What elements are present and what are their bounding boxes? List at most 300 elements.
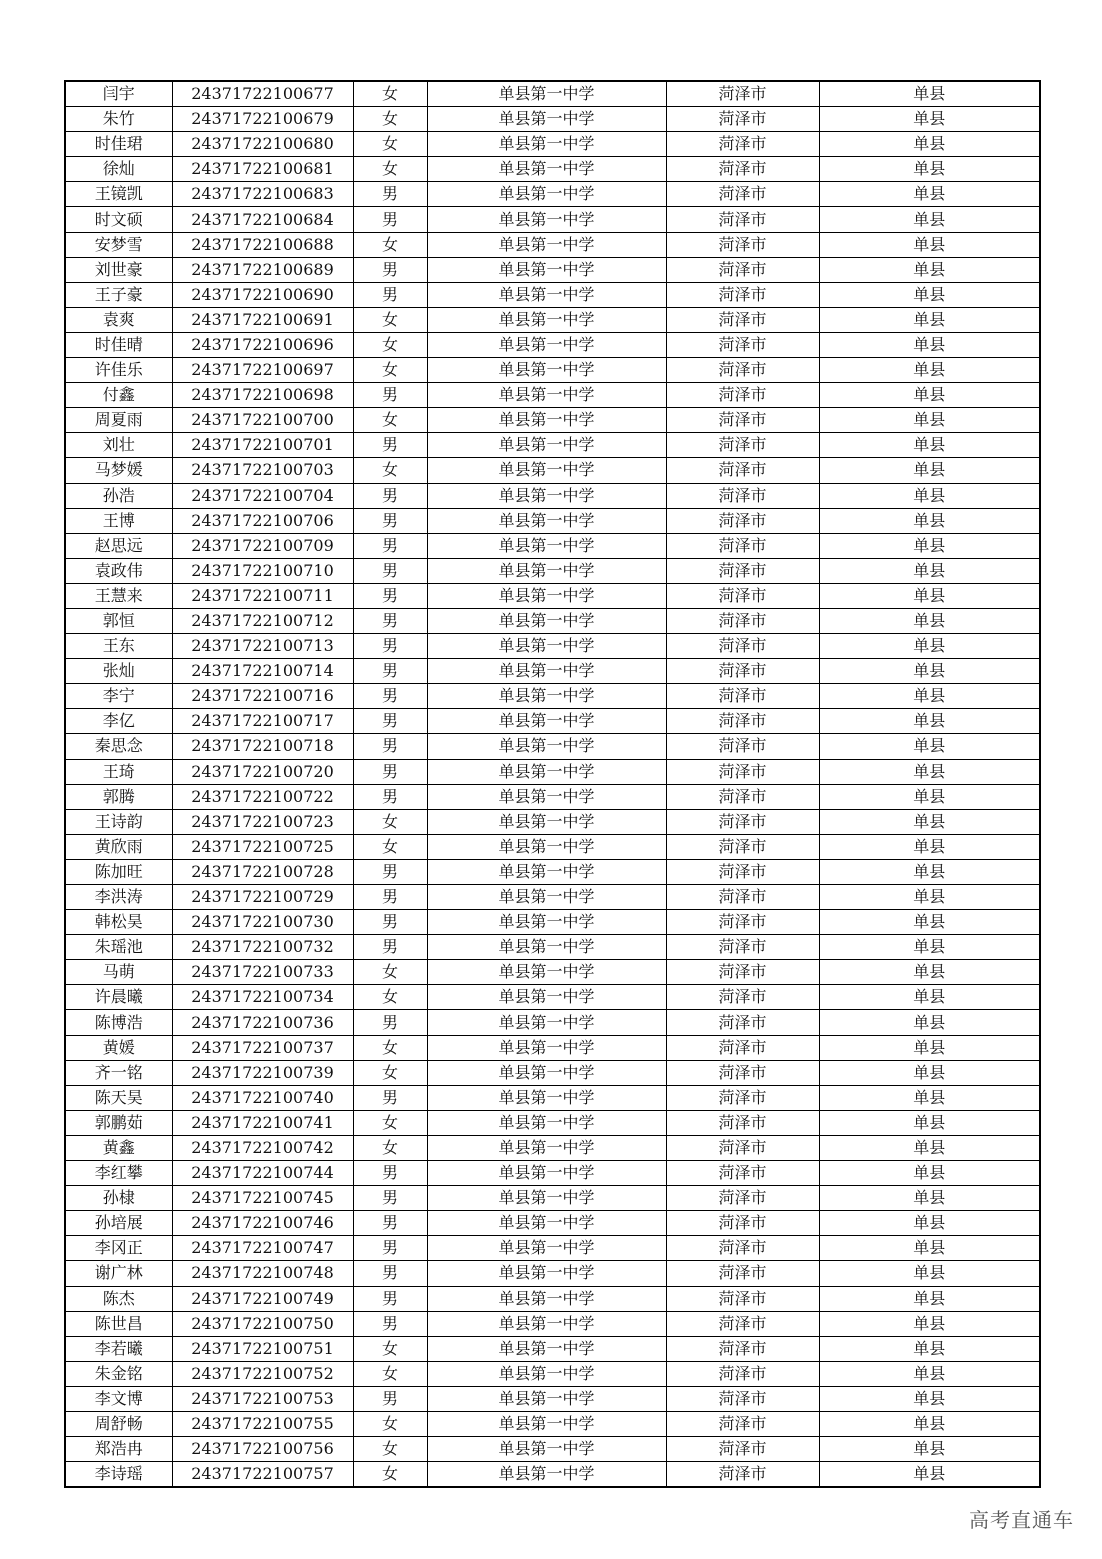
exam-id-cell: 24371722100745 bbox=[172, 1186, 353, 1211]
school-cell: 单县第一中学 bbox=[427, 483, 666, 508]
exam-id-cell: 24371722100755 bbox=[172, 1411, 353, 1436]
name-cell: 赵思远 bbox=[65, 533, 172, 558]
county-cell: 单县 bbox=[819, 910, 1040, 935]
school-cell: 单县第一中学 bbox=[427, 910, 666, 935]
gender-cell: 男 bbox=[353, 935, 427, 960]
city-cell: 菏泽市 bbox=[666, 684, 819, 709]
exam-id-cell: 24371722100728 bbox=[172, 859, 353, 884]
exam-id-cell: 24371722100730 bbox=[172, 910, 353, 935]
school-cell: 单县第一中学 bbox=[427, 282, 666, 307]
name-cell: 陈天昊 bbox=[65, 1085, 172, 1110]
name-cell: 时文硕 bbox=[65, 207, 172, 232]
exam-id-cell: 24371722100734 bbox=[172, 985, 353, 1010]
table-row bbox=[65, 307, 1040, 332]
county-cell: 单县 bbox=[819, 182, 1040, 207]
county-cell: 单县 bbox=[819, 458, 1040, 483]
city-cell: 菏泽市 bbox=[666, 1361, 819, 1386]
exam-id-cell: 24371722100732 bbox=[172, 935, 353, 960]
name-cell: 李宁 bbox=[65, 684, 172, 709]
table-row bbox=[65, 157, 1040, 182]
name-cell: 郑浩冉 bbox=[65, 1437, 172, 1462]
name-cell: 徐灿 bbox=[65, 157, 172, 182]
school-cell: 单县第一中学 bbox=[427, 759, 666, 784]
gender-cell: 女 bbox=[353, 985, 427, 1010]
county-cell: 单县 bbox=[819, 282, 1040, 307]
table-row bbox=[65, 1010, 1040, 1035]
exam-id-cell: 24371722100709 bbox=[172, 533, 353, 558]
school-cell: 单县第一中学 bbox=[427, 859, 666, 884]
table-row bbox=[65, 985, 1040, 1010]
exam-id-cell: 24371722100689 bbox=[172, 257, 353, 282]
student-roster-table bbox=[64, 80, 1041, 1488]
exam-id-cell: 24371722100713 bbox=[172, 634, 353, 659]
name-cell: 王博 bbox=[65, 508, 172, 533]
city-cell: 菏泽市 bbox=[666, 81, 819, 107]
city-cell: 菏泽市 bbox=[666, 608, 819, 633]
county-cell: 单县 bbox=[819, 583, 1040, 608]
table-row bbox=[65, 583, 1040, 608]
school-cell: 单县第一中学 bbox=[427, 1336, 666, 1361]
exam-id-cell: 24371722100712 bbox=[172, 608, 353, 633]
city-cell: 菏泽市 bbox=[666, 433, 819, 458]
school-cell: 单县第一中学 bbox=[427, 885, 666, 910]
exam-id-cell: 24371722100733 bbox=[172, 960, 353, 985]
table-row bbox=[65, 734, 1040, 759]
city-cell: 菏泽市 bbox=[666, 558, 819, 583]
name-cell: 黄欣雨 bbox=[65, 834, 172, 859]
county-cell: 单县 bbox=[819, 759, 1040, 784]
school-cell: 单县第一中学 bbox=[427, 784, 666, 809]
school-cell: 单县第一中学 bbox=[427, 935, 666, 960]
name-cell: 马萌 bbox=[65, 960, 172, 985]
county-cell: 单县 bbox=[819, 157, 1040, 182]
school-cell: 单县第一中学 bbox=[427, 659, 666, 684]
exam-id-cell: 24371722100690 bbox=[172, 282, 353, 307]
table-row bbox=[65, 257, 1040, 282]
table-row bbox=[65, 759, 1040, 784]
exam-id-cell: 24371722100722 bbox=[172, 784, 353, 809]
name-cell: 时佳珺 bbox=[65, 132, 172, 157]
county-cell: 单县 bbox=[819, 533, 1040, 558]
name-cell: 黄媛 bbox=[65, 1035, 172, 1060]
city-cell: 菏泽市 bbox=[666, 985, 819, 1010]
table-row bbox=[65, 1161, 1040, 1186]
school-cell: 单县第一中学 bbox=[427, 257, 666, 282]
county-cell: 单县 bbox=[819, 383, 1040, 408]
school-cell: 单县第一中学 bbox=[427, 1236, 666, 1261]
gender-cell: 男 bbox=[353, 483, 427, 508]
gender-cell: 男 bbox=[353, 433, 427, 458]
county-cell: 单县 bbox=[819, 634, 1040, 659]
exam-id-cell: 24371722100744 bbox=[172, 1161, 353, 1186]
school-cell: 单县第一中学 bbox=[427, 1311, 666, 1336]
table-row bbox=[65, 282, 1040, 307]
name-cell: 李洪涛 bbox=[65, 885, 172, 910]
county-cell: 单县 bbox=[819, 1110, 1040, 1135]
table-row bbox=[65, 834, 1040, 859]
city-cell: 菏泽市 bbox=[666, 583, 819, 608]
name-cell: 王东 bbox=[65, 634, 172, 659]
table-row bbox=[65, 358, 1040, 383]
school-cell: 单县第一中学 bbox=[427, 634, 666, 659]
county-cell: 单县 bbox=[819, 358, 1040, 383]
name-cell: 陈世昌 bbox=[65, 1311, 172, 1336]
school-cell: 单县第一中学 bbox=[427, 81, 666, 107]
county-cell: 单县 bbox=[819, 1411, 1040, 1436]
school-cell: 单县第一中学 bbox=[427, 358, 666, 383]
county-cell: 单县 bbox=[819, 659, 1040, 684]
city-cell: 菏泽市 bbox=[666, 709, 819, 734]
gender-cell: 女 bbox=[353, 81, 427, 107]
gender-cell: 女 bbox=[353, 1135, 427, 1160]
city-cell: 菏泽市 bbox=[666, 834, 819, 859]
gender-cell: 女 bbox=[353, 232, 427, 257]
city-cell: 菏泽市 bbox=[666, 358, 819, 383]
table-row bbox=[65, 1035, 1040, 1060]
exam-id-cell: 24371722100711 bbox=[172, 583, 353, 608]
school-cell: 单县第一中学 bbox=[427, 1110, 666, 1135]
school-cell: 单县第一中学 bbox=[427, 207, 666, 232]
school-cell: 单县第一中学 bbox=[427, 985, 666, 1010]
school-cell: 单县第一中学 bbox=[427, 834, 666, 859]
name-cell: 李红攀 bbox=[65, 1161, 172, 1186]
table-row bbox=[65, 1135, 1040, 1160]
school-cell: 单县第一中学 bbox=[427, 1161, 666, 1186]
exam-id-cell: 24371722100737 bbox=[172, 1035, 353, 1060]
gender-cell: 女 bbox=[353, 1462, 427, 1488]
table-row bbox=[65, 1386, 1040, 1411]
name-cell: 孙棣 bbox=[65, 1186, 172, 1211]
school-cell: 单县第一中学 bbox=[427, 1211, 666, 1236]
county-cell: 单县 bbox=[819, 1462, 1040, 1488]
gender-cell: 男 bbox=[353, 533, 427, 558]
school-cell: 单县第一中学 bbox=[427, 1186, 666, 1211]
table-row bbox=[65, 1411, 1040, 1436]
table-row bbox=[65, 433, 1040, 458]
county-cell: 单县 bbox=[819, 107, 1040, 132]
school-cell: 单县第一中学 bbox=[427, 1286, 666, 1311]
county-cell: 单县 bbox=[819, 885, 1040, 910]
table-row bbox=[65, 483, 1040, 508]
city-cell: 菏泽市 bbox=[666, 107, 819, 132]
table-row bbox=[65, 508, 1040, 533]
county-cell: 单县 bbox=[819, 132, 1040, 157]
city-cell: 菏泽市 bbox=[666, 508, 819, 533]
gender-cell: 女 bbox=[353, 834, 427, 859]
name-cell: 周舒畅 bbox=[65, 1411, 172, 1436]
name-cell: 闫宇 bbox=[65, 81, 172, 107]
city-cell: 菏泽市 bbox=[666, 1311, 819, 1336]
county-cell: 单县 bbox=[819, 985, 1040, 1010]
name-cell: 刘壮 bbox=[65, 433, 172, 458]
table-row bbox=[65, 784, 1040, 809]
city-cell: 菏泽市 bbox=[666, 332, 819, 357]
city-cell: 菏泽市 bbox=[666, 383, 819, 408]
city-cell: 菏泽市 bbox=[666, 910, 819, 935]
table-row bbox=[65, 332, 1040, 357]
name-cell: 袁爽 bbox=[65, 307, 172, 332]
gender-cell: 女 bbox=[353, 157, 427, 182]
city-cell: 菏泽市 bbox=[666, 1085, 819, 1110]
gender-cell: 男 bbox=[353, 885, 427, 910]
table-row bbox=[65, 81, 1040, 107]
county-cell: 单县 bbox=[819, 1311, 1040, 1336]
school-cell: 单县第一中学 bbox=[427, 107, 666, 132]
school-cell: 单县第一中学 bbox=[427, 684, 666, 709]
school-cell: 单县第一中学 bbox=[427, 558, 666, 583]
county-cell: 单县 bbox=[819, 1261, 1040, 1286]
gender-cell: 男 bbox=[353, 1236, 427, 1261]
table-row bbox=[65, 859, 1040, 884]
table-row bbox=[65, 1336, 1040, 1361]
exam-id-cell: 24371722100753 bbox=[172, 1386, 353, 1411]
name-cell: 王诗韵 bbox=[65, 809, 172, 834]
table-row bbox=[65, 458, 1040, 483]
school-cell: 单县第一中学 bbox=[427, 332, 666, 357]
county-cell: 单县 bbox=[819, 784, 1040, 809]
name-cell: 付鑫 bbox=[65, 383, 172, 408]
city-cell: 菏泽市 bbox=[666, 1110, 819, 1135]
table-row bbox=[65, 1261, 1040, 1286]
name-cell: 安梦雪 bbox=[65, 232, 172, 257]
exam-id-cell: 24371722100741 bbox=[172, 1110, 353, 1135]
gender-cell: 男 bbox=[353, 1386, 427, 1411]
name-cell: 朱金铭 bbox=[65, 1361, 172, 1386]
county-cell: 单县 bbox=[819, 1161, 1040, 1186]
table-row bbox=[65, 558, 1040, 583]
county-cell: 单县 bbox=[819, 1286, 1040, 1311]
exam-id-cell: 24371722100750 bbox=[172, 1311, 353, 1336]
city-cell: 菏泽市 bbox=[666, 784, 819, 809]
gender-cell: 男 bbox=[353, 784, 427, 809]
exam-id-cell: 24371722100677 bbox=[172, 81, 353, 107]
city-cell: 菏泽市 bbox=[666, 960, 819, 985]
exam-id-cell: 24371722100736 bbox=[172, 1010, 353, 1035]
city-cell: 菏泽市 bbox=[666, 1010, 819, 1035]
gender-cell: 女 bbox=[353, 132, 427, 157]
gender-cell: 女 bbox=[353, 1035, 427, 1060]
city-cell: 菏泽市 bbox=[666, 1386, 819, 1411]
name-cell: 黄鑫 bbox=[65, 1135, 172, 1160]
name-cell: 陈加旺 bbox=[65, 859, 172, 884]
gender-cell: 男 bbox=[353, 709, 427, 734]
city-cell: 菏泽市 bbox=[666, 1437, 819, 1462]
county-cell: 单县 bbox=[819, 508, 1040, 533]
table-row bbox=[65, 659, 1040, 684]
exam-id-cell: 24371722100710 bbox=[172, 558, 353, 583]
exam-id-cell: 24371722100680 bbox=[172, 132, 353, 157]
name-cell: 李冈正 bbox=[65, 1236, 172, 1261]
exam-id-cell: 24371722100725 bbox=[172, 834, 353, 859]
county-cell: 单县 bbox=[819, 1386, 1040, 1411]
school-cell: 单县第一中学 bbox=[427, 232, 666, 257]
city-cell: 菏泽市 bbox=[666, 307, 819, 332]
gender-cell: 男 bbox=[353, 1311, 427, 1336]
gender-cell: 男 bbox=[353, 207, 427, 232]
exam-id-cell: 24371722100723 bbox=[172, 809, 353, 834]
city-cell: 菏泽市 bbox=[666, 935, 819, 960]
county-cell: 单县 bbox=[819, 1211, 1040, 1236]
city-cell: 菏泽市 bbox=[666, 157, 819, 182]
school-cell: 单县第一中学 bbox=[427, 1411, 666, 1436]
name-cell: 刘世豪 bbox=[65, 257, 172, 282]
school-cell: 单县第一中学 bbox=[427, 809, 666, 834]
name-cell: 马梦媛 bbox=[65, 458, 172, 483]
exam-id-cell: 24371722100688 bbox=[172, 232, 353, 257]
city-cell: 菏泽市 bbox=[666, 232, 819, 257]
county-cell: 单县 bbox=[819, 1236, 1040, 1261]
city-cell: 菏泽市 bbox=[666, 1161, 819, 1186]
city-cell: 菏泽市 bbox=[666, 759, 819, 784]
county-cell: 单县 bbox=[819, 1010, 1040, 1035]
name-cell: 陈博浩 bbox=[65, 1010, 172, 1035]
table-row bbox=[65, 1186, 1040, 1211]
exam-id-cell: 24371722100698 bbox=[172, 383, 353, 408]
school-cell: 单县第一中学 bbox=[427, 1361, 666, 1386]
school-cell: 单县第一中学 bbox=[427, 960, 666, 985]
name-cell: 李若曦 bbox=[65, 1336, 172, 1361]
school-cell: 单县第一中学 bbox=[427, 132, 666, 157]
county-cell: 单县 bbox=[819, 307, 1040, 332]
name-cell: 李亿 bbox=[65, 709, 172, 734]
exam-id-cell: 24371722100746 bbox=[172, 1211, 353, 1236]
table-row bbox=[65, 809, 1040, 834]
county-cell: 单县 bbox=[819, 207, 1040, 232]
exam-id-cell: 24371722100749 bbox=[172, 1286, 353, 1311]
county-cell: 单县 bbox=[819, 960, 1040, 985]
city-cell: 菏泽市 bbox=[666, 1060, 819, 1085]
table-row bbox=[65, 207, 1040, 232]
table-row bbox=[65, 1236, 1040, 1261]
county-cell: 单县 bbox=[819, 734, 1040, 759]
name-cell: 孙培展 bbox=[65, 1211, 172, 1236]
city-cell: 菏泽市 bbox=[666, 1261, 819, 1286]
name-cell: 郭腾 bbox=[65, 784, 172, 809]
exam-id-cell: 24371722100751 bbox=[172, 1336, 353, 1361]
exam-id-cell: 24371722100717 bbox=[172, 709, 353, 734]
city-cell: 菏泽市 bbox=[666, 809, 819, 834]
name-cell: 朱瑶池 bbox=[65, 935, 172, 960]
gender-cell: 女 bbox=[353, 809, 427, 834]
table-row bbox=[65, 608, 1040, 633]
gender-cell: 男 bbox=[353, 1161, 427, 1186]
school-cell: 单县第一中学 bbox=[427, 408, 666, 433]
county-cell: 单县 bbox=[819, 684, 1040, 709]
gender-cell: 女 bbox=[353, 107, 427, 132]
name-cell: 王琦 bbox=[65, 759, 172, 784]
school-cell: 单县第一中学 bbox=[427, 458, 666, 483]
gender-cell: 女 bbox=[353, 1110, 427, 1135]
county-cell: 单县 bbox=[819, 935, 1040, 960]
city-cell: 菏泽市 bbox=[666, 207, 819, 232]
county-cell: 单县 bbox=[819, 1437, 1040, 1462]
name-cell: 郭鹏茹 bbox=[65, 1110, 172, 1135]
city-cell: 菏泽市 bbox=[666, 1411, 819, 1436]
roster-body bbox=[65, 81, 1040, 1487]
exam-id-cell: 24371722100756 bbox=[172, 1437, 353, 1462]
exam-id-cell: 24371722100684 bbox=[172, 207, 353, 232]
exam-id-cell: 24371722100706 bbox=[172, 508, 353, 533]
exam-id-cell: 24371722100679 bbox=[172, 107, 353, 132]
school-cell: 单县第一中学 bbox=[427, 1135, 666, 1160]
table-row bbox=[65, 1361, 1040, 1386]
gender-cell: 男 bbox=[353, 583, 427, 608]
exam-id-cell: 24371722100683 bbox=[172, 182, 353, 207]
county-cell: 单县 bbox=[819, 1336, 1040, 1361]
city-cell: 菏泽市 bbox=[666, 885, 819, 910]
table-row bbox=[65, 935, 1040, 960]
city-cell: 菏泽市 bbox=[666, 634, 819, 659]
exam-id-cell: 24371722100714 bbox=[172, 659, 353, 684]
gender-cell: 男 bbox=[353, 558, 427, 583]
city-cell: 菏泽市 bbox=[666, 1286, 819, 1311]
exam-id-cell: 24371722100704 bbox=[172, 483, 353, 508]
exam-id-cell: 24371722100697 bbox=[172, 358, 353, 383]
table-row bbox=[65, 1110, 1040, 1135]
table-row bbox=[65, 232, 1040, 257]
school-cell: 单县第一中学 bbox=[427, 1085, 666, 1110]
gender-cell: 男 bbox=[353, 1186, 427, 1211]
city-cell: 菏泽市 bbox=[666, 483, 819, 508]
city-cell: 菏泽市 bbox=[666, 659, 819, 684]
name-cell: 郭恒 bbox=[65, 608, 172, 633]
gender-cell: 女 bbox=[353, 358, 427, 383]
county-cell: 单县 bbox=[819, 608, 1040, 633]
exam-id-cell: 24371722100748 bbox=[172, 1261, 353, 1286]
exam-id-cell: 24371722100747 bbox=[172, 1236, 353, 1261]
county-cell: 单县 bbox=[819, 81, 1040, 107]
gender-cell: 女 bbox=[353, 408, 427, 433]
county-cell: 单县 bbox=[819, 332, 1040, 357]
gender-cell: 男 bbox=[353, 383, 427, 408]
city-cell: 菏泽市 bbox=[666, 1236, 819, 1261]
exam-id-cell: 24371722100716 bbox=[172, 684, 353, 709]
city-cell: 菏泽市 bbox=[666, 1336, 819, 1361]
school-cell: 单县第一中学 bbox=[427, 608, 666, 633]
school-cell: 单县第一中学 bbox=[427, 157, 666, 182]
gender-cell: 女 bbox=[353, 1060, 427, 1085]
table-row bbox=[65, 182, 1040, 207]
school-cell: 单县第一中学 bbox=[427, 383, 666, 408]
school-cell: 单县第一中学 bbox=[427, 583, 666, 608]
gender-cell: 女 bbox=[353, 1361, 427, 1386]
city-cell: 菏泽市 bbox=[666, 1135, 819, 1160]
exam-id-cell: 24371722100742 bbox=[172, 1135, 353, 1160]
county-cell: 单县 bbox=[819, 1035, 1040, 1060]
table-row bbox=[65, 383, 1040, 408]
county-cell: 单县 bbox=[819, 408, 1040, 433]
school-cell: 单县第一中学 bbox=[427, 1010, 666, 1035]
school-cell: 单县第一中学 bbox=[427, 1462, 666, 1488]
gender-cell: 男 bbox=[353, 734, 427, 759]
name-cell: 李文博 bbox=[65, 1386, 172, 1411]
exam-id-cell: 24371722100681 bbox=[172, 157, 353, 182]
exam-id-cell: 24371722100720 bbox=[172, 759, 353, 784]
city-cell: 菏泽市 bbox=[666, 408, 819, 433]
gender-cell: 男 bbox=[353, 1211, 427, 1236]
city-cell: 菏泽市 bbox=[666, 257, 819, 282]
county-cell: 单县 bbox=[819, 257, 1040, 282]
school-cell: 单县第一中学 bbox=[427, 1035, 666, 1060]
name-cell: 谢广林 bbox=[65, 1261, 172, 1286]
table-row bbox=[65, 709, 1040, 734]
table-row bbox=[65, 960, 1040, 985]
table-row bbox=[65, 885, 1040, 910]
watermark: 高考直通车 bbox=[969, 1508, 1074, 1532]
table-row bbox=[65, 132, 1040, 157]
city-cell: 菏泽市 bbox=[666, 1211, 819, 1236]
school-cell: 单县第一中学 bbox=[427, 182, 666, 207]
